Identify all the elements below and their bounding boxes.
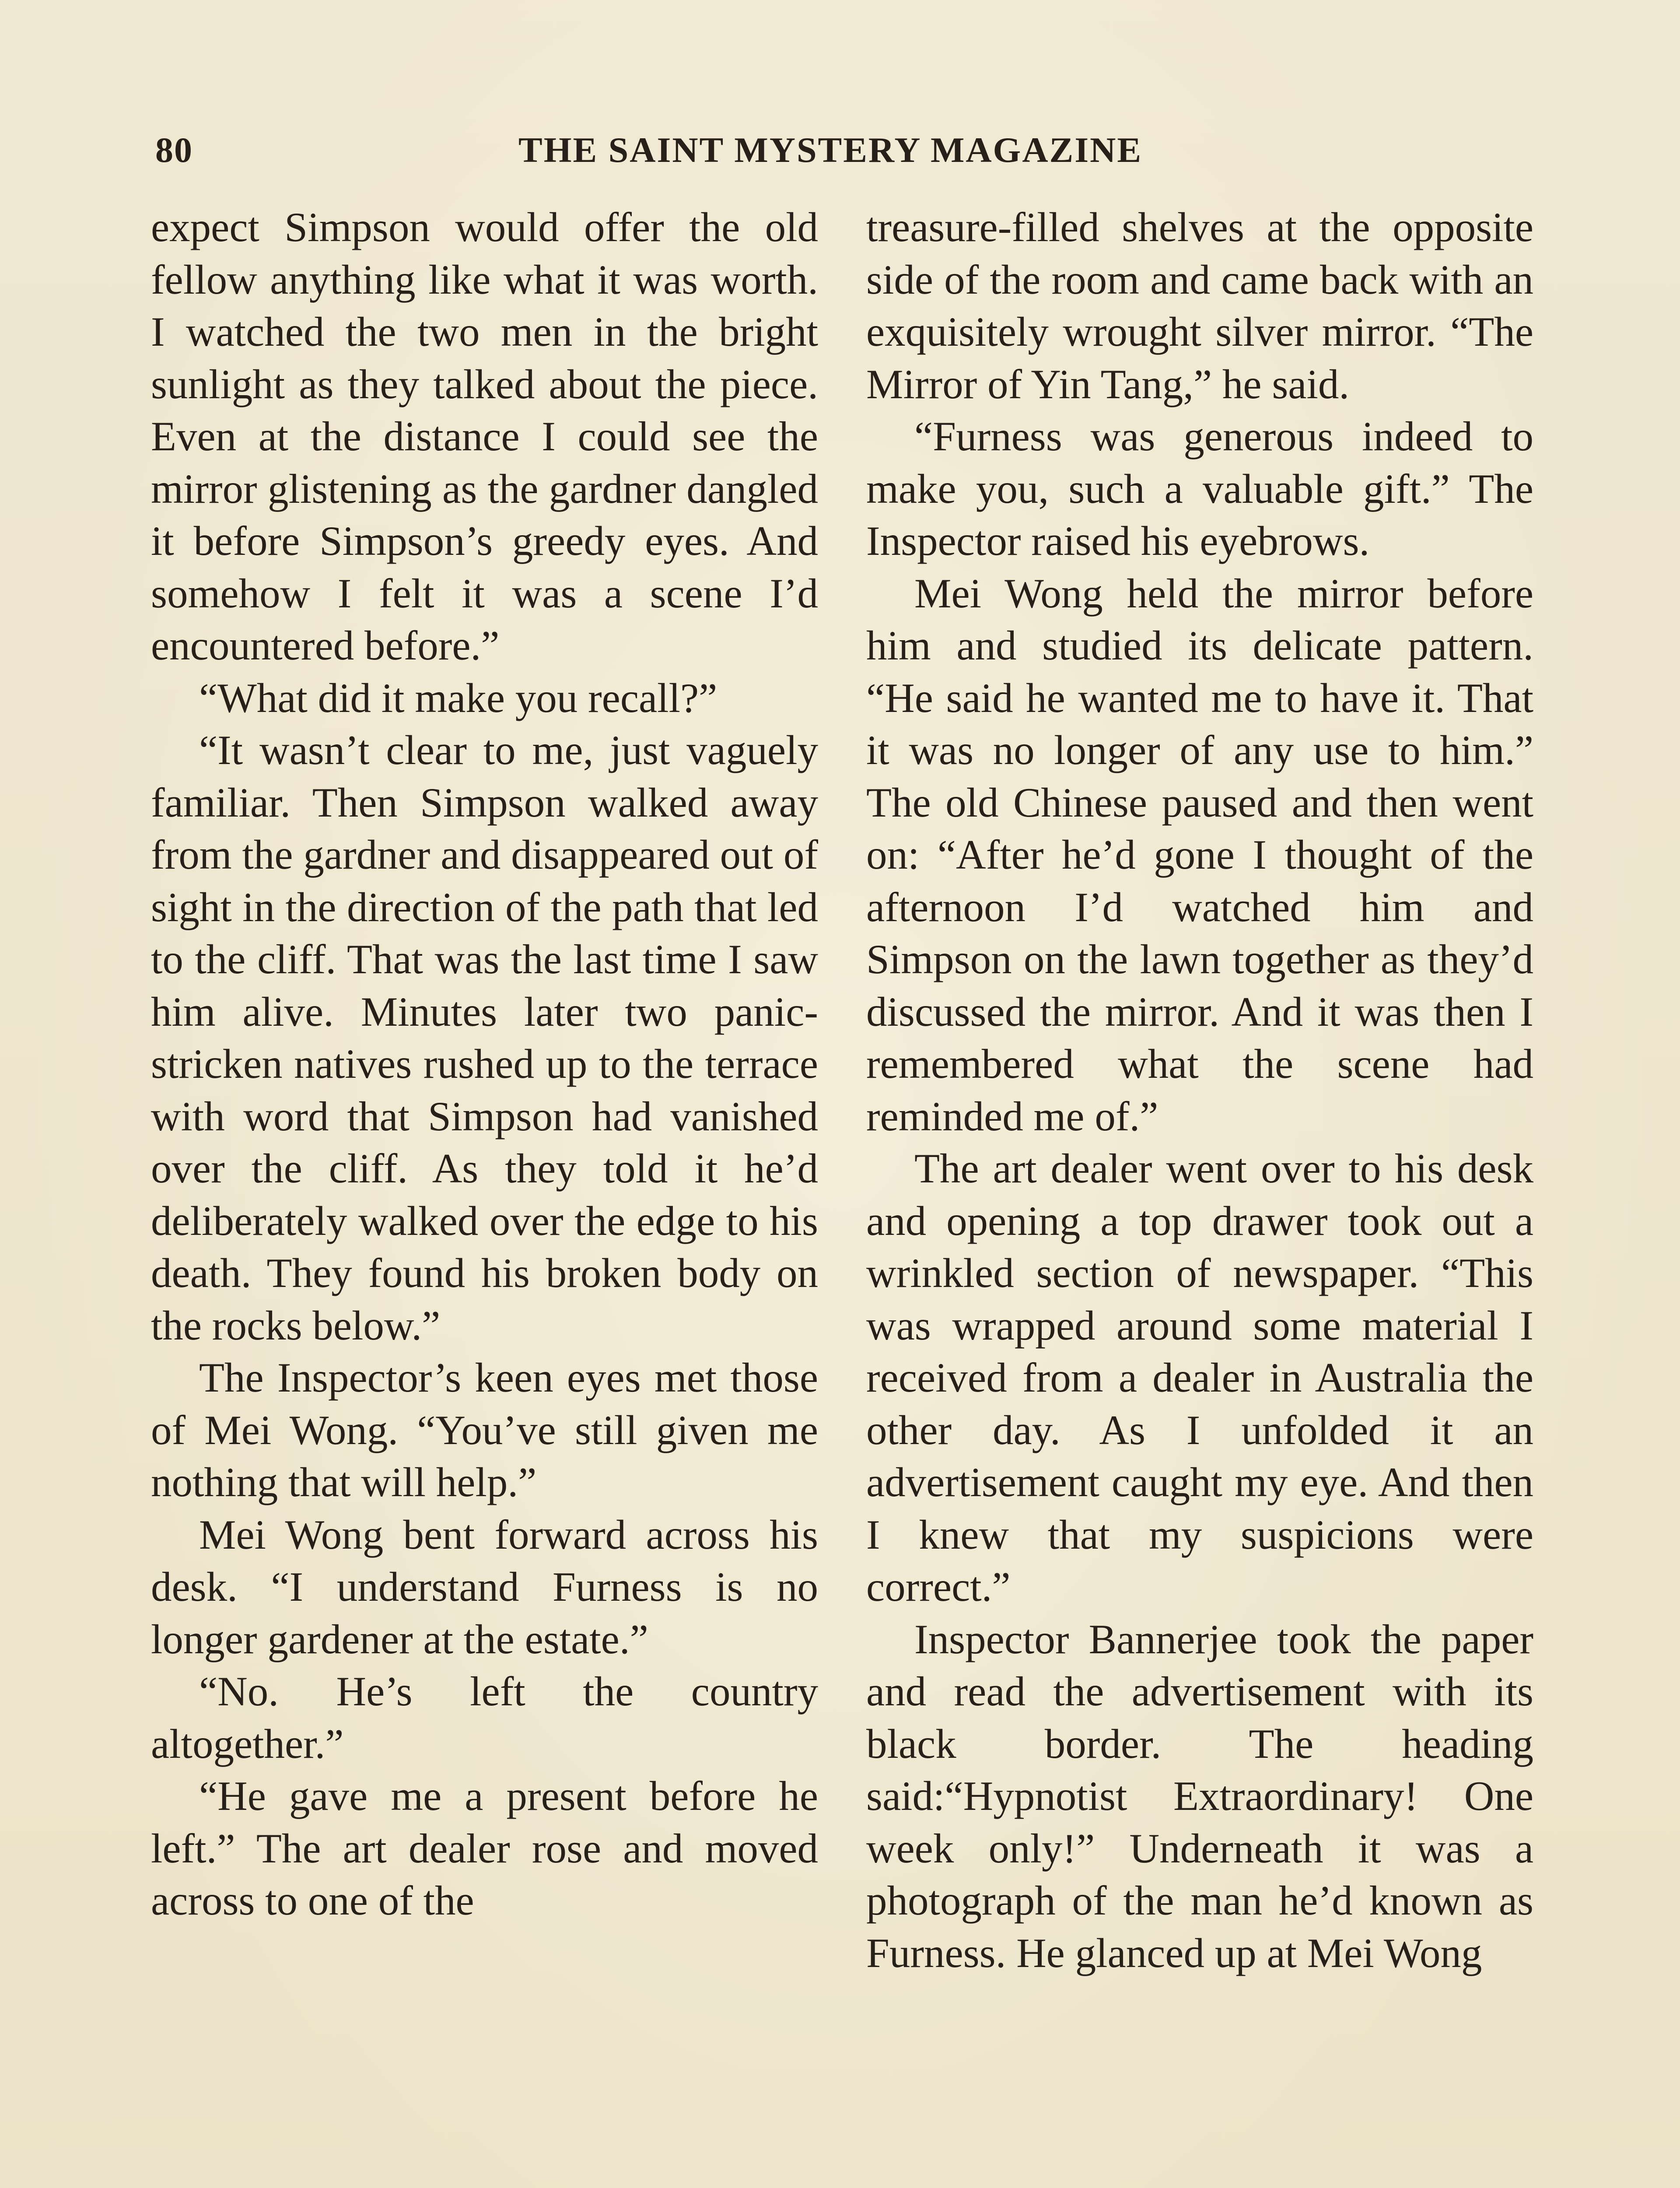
left-column xyxy=(151,201,818,2188)
page-number: 80 xyxy=(155,130,193,170)
paragraph: expect Simpson would offer the old fellow anything like what it was worth. I watched the two men in the bright sunlight as they talked about the piece. Even at the distance I could see the mirror glistening as the gardner dangled it before Simpson’s greedy eyes. And somehow I felt it was a scene I’d encountered before.” xyxy=(151,204,818,669)
paragraph: “It wasn’t clear to me, just vaguely familiar. Then Simpson walked away from the gardner and disappeared out of sight in the direction of the path that led to the cliff. That was the last time I saw him alive. Minutes later two panic-stricken natives rushed up to the terrace with word that Simpson had vanished over the cliff. As they told it he’d deliberately walked over the edge to his death. They found his broken body on the rocks below.” xyxy=(151,727,818,1349)
right-column xyxy=(866,201,1533,2188)
paragraph: treasure-filled shelves at the opposite side of the room and came back with an exquisitely wrought silver mirror. “The Mirror of Yin Tang,” he said. xyxy=(866,204,1533,407)
running-title: THE SAINT MYSTERY MAGAZINE xyxy=(518,130,1143,170)
paragraph: The art dealer went over to his desk and opening a top drawer took out a wrinkled section of newspaper. “This was wrapped around some material I received from a dealer in Australia the other day. As I unfolded it an advertisement caught my eye. And then I knew that my suspicions were correct.” xyxy=(866,1145,1533,1610)
paragraph: Mei Wong held the mirror before him and studied its delicate pattern. “He said he wanted me to have it. That it was no longer of any use to him.” The old Chinese paused and then went on: “After he’d gone I thought of the afternoon I’d watched him and Simpson on the lawn together as they’d discussed the mirror. And it was then I remembered what the scene had reminded me of.” xyxy=(866,570,1533,1140)
paragraph: “No. He’s left the country altogether.” xyxy=(151,1668,818,1767)
text-columns xyxy=(151,201,1533,2188)
paragraph: Inspector Bannerjee took the paper and read the advertisement with its black border. The heading said:“Hypnotist Extraordinary! One week only!” Underneath it was a photograph of the man he’d known as Furness. He glanced up at Mei Wong xyxy=(866,1616,1533,1976)
paragraph: “Furness was generous indeed to make you, such a valuable gift.” The Inspector raised his eyebrows. xyxy=(866,413,1533,564)
paragraph: Mei Wong bent forward across his desk. “I understand Furness is no longer gardener at the estate.” xyxy=(151,1511,818,1662)
paragraph: “He gave me a present before he left.” The art dealer rose and moved across to one of the xyxy=(151,1773,818,1924)
paragraph: “What did it make you recall?” xyxy=(199,674,718,721)
paragraph: The Inspector’s keen eyes met those of Mei Wong. “You’ve still given me nothing that will help.” xyxy=(151,1354,818,1505)
page-header xyxy=(155,130,1529,178)
